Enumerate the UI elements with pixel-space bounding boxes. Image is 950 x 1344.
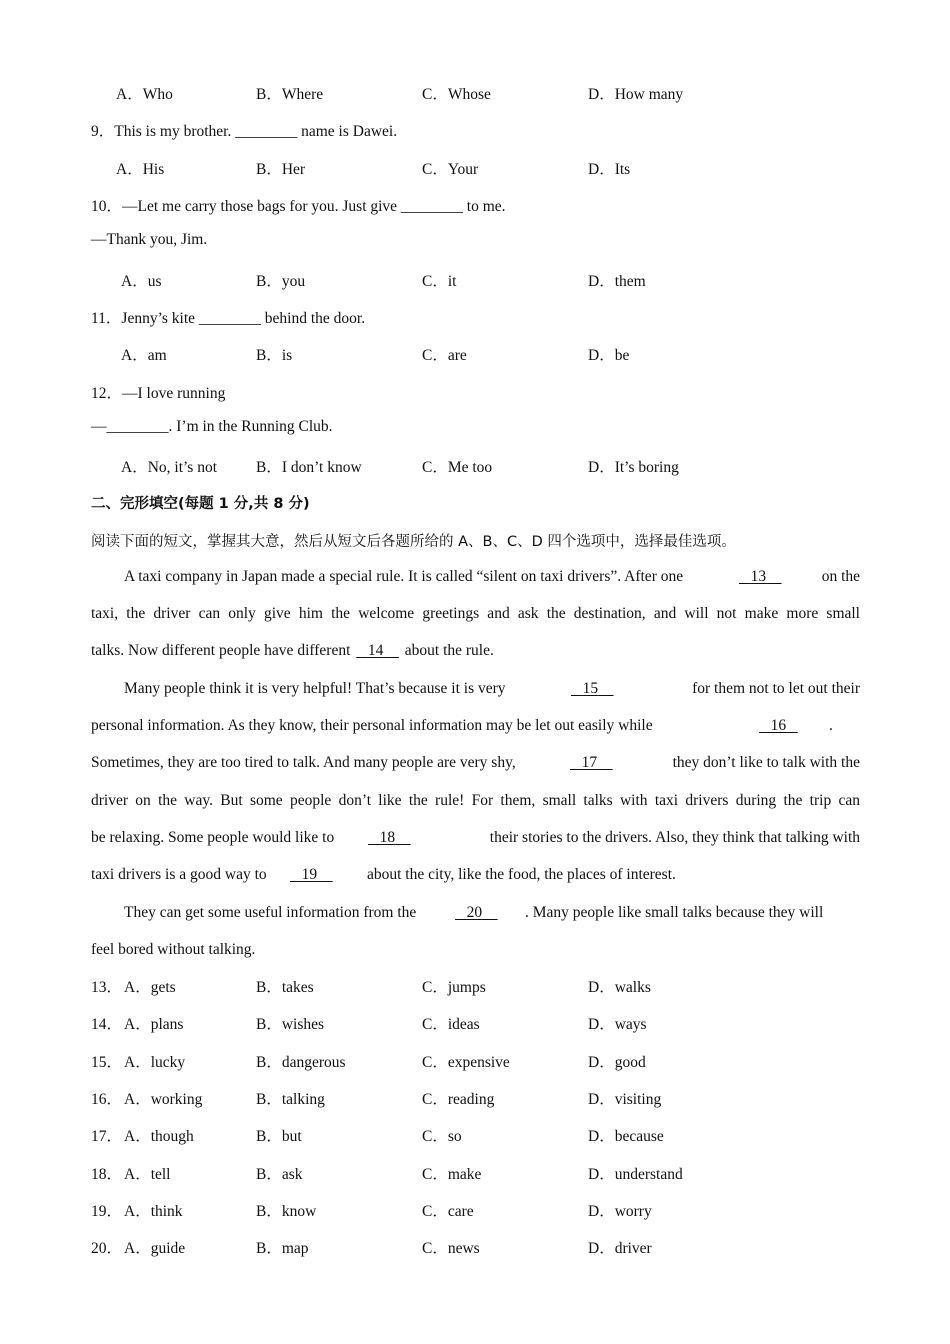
q8-option-c: C．Whose — [422, 86, 491, 103]
cloze-option-a: A．though — [124, 1128, 194, 1145]
cloze-option-d: D．walks — [588, 979, 651, 996]
q12-option-d: D．It’s boring — [588, 459, 679, 476]
cloze-option-b: B．but — [256, 1128, 302, 1145]
cloze-option-a: A．think — [124, 1203, 183, 1220]
passage-line: driver on the way. But some people don’t like the rule! For them, small talks with taxi drivers during the trip can — [91, 792, 860, 809]
q9-stem: 9．This is my brother. ________ name is Dawei. — [91, 123, 398, 140]
cloze-option-b: B．talking — [256, 1091, 325, 1108]
blank-19: 19 — [301, 866, 318, 883]
cloze-option-b: B．map — [256, 1240, 309, 1257]
q11-stem: 11．Jenny’s kite ________ behind the door. — [91, 310, 366, 327]
cloze-option-d: D．good — [588, 1054, 646, 1071]
cloze-option-c: C．expensive — [422, 1054, 510, 1071]
section-2-title: 二、完形填空(每题 1 分,共 8 分) — [91, 496, 310, 512]
passage-line: taxi, the driver can only give him the welcome greetings and ask the destination, and will not make more small — [91, 605, 860, 622]
cloze-option-d: D．driver — [588, 1240, 652, 1257]
q11-option-d: D．be — [588, 347, 630, 364]
section-2-instruction: 阅读下面的短文，掌握其大意，然后从短文后各题所给的 A、B、C、D 四个选项中，选择最佳选项。 — [91, 534, 736, 550]
cloze-option-c: C．reading — [422, 1091, 495, 1108]
cloze-option-a: A．guide — [124, 1240, 186, 1257]
q12-option-a: A．No, it’s not — [121, 459, 218, 476]
q8-option-d: D．How many — [588, 86, 684, 103]
cloze-option-a: A．lucky — [124, 1054, 186, 1071]
blank-15: 15 — [582, 680, 599, 697]
blank-13: 13 — [750, 568, 767, 585]
q9-option-d: D．Its — [588, 161, 631, 178]
cloze-option-d: D．understand — [588, 1166, 683, 1183]
q11-option-a: A．am — [121, 347, 167, 364]
cloze-option-a: A．tell — [124, 1166, 171, 1183]
cloze-option-c: C．news — [422, 1240, 480, 1257]
q8-option-b: B．Where — [256, 86, 324, 103]
q9-option-a: A．His — [116, 161, 165, 178]
cloze-option-b: B．wishes — [256, 1016, 325, 1033]
cloze-option-c: C．jumps — [422, 979, 486, 996]
q10-option-b: B．you — [256, 273, 306, 290]
q10-option-d: D．them — [588, 273, 646, 290]
cloze-option-b: B．ask — [256, 1166, 303, 1183]
blank-20: 20 — [466, 904, 483, 921]
q12-option-b: B．I don’t know — [256, 459, 362, 476]
q10-stem: 10．—Let me carry those bags for you. Just give ________ to me. — [91, 198, 506, 215]
cloze-option-d: D．visiting — [588, 1091, 662, 1108]
q10-option-c: C．it — [422, 273, 457, 290]
cloze-option-d: D．worry — [588, 1203, 652, 1220]
cloze-option-c: C．make — [422, 1166, 482, 1183]
cloze-option-c: C．care — [422, 1203, 474, 1220]
cloze-option-b: B．dangerous — [256, 1054, 346, 1071]
q8-option-a: A．Who — [116, 86, 173, 103]
cloze-option-c: C．ideas — [422, 1016, 480, 1033]
cloze-option-a: A．gets — [124, 979, 176, 996]
q9-option-c: C．Your — [422, 161, 479, 178]
cloze-option-c: C．so — [422, 1128, 462, 1145]
q11-option-c: C．are — [422, 347, 467, 364]
q12-reply: —________. I’m in the Running Club. — [91, 418, 333, 435]
q10-reply: —Thank you, Jim. — [91, 231, 208, 248]
cloze-option-b: B．takes — [256, 979, 314, 996]
cloze-option-d: D．ways — [588, 1016, 647, 1033]
blank-18: 18 — [379, 829, 396, 846]
cloze-option-a: A．plans — [124, 1016, 184, 1033]
cloze-option-d: D．because — [588, 1128, 664, 1145]
passage-line: feel bored without talking. — [91, 941, 256, 958]
q10-option-a: A．us — [121, 273, 162, 290]
passage-line: talks. Now different people have different 14 about the rule. — [91, 642, 494, 659]
q9-option-b: B．Her — [256, 161, 306, 178]
q12-stem: 12．—I love running — [91, 385, 226, 402]
blank-14: 14 — [367, 642, 384, 659]
q12-option-c: C．Me too — [422, 459, 493, 476]
blank-17: 17 — [581, 754, 598, 771]
cloze-option-b: B．know — [256, 1203, 317, 1220]
blank-16: 16 — [770, 717, 787, 734]
q11-option-b: B．is — [256, 347, 293, 364]
cloze-option-a: A．working — [124, 1091, 203, 1108]
